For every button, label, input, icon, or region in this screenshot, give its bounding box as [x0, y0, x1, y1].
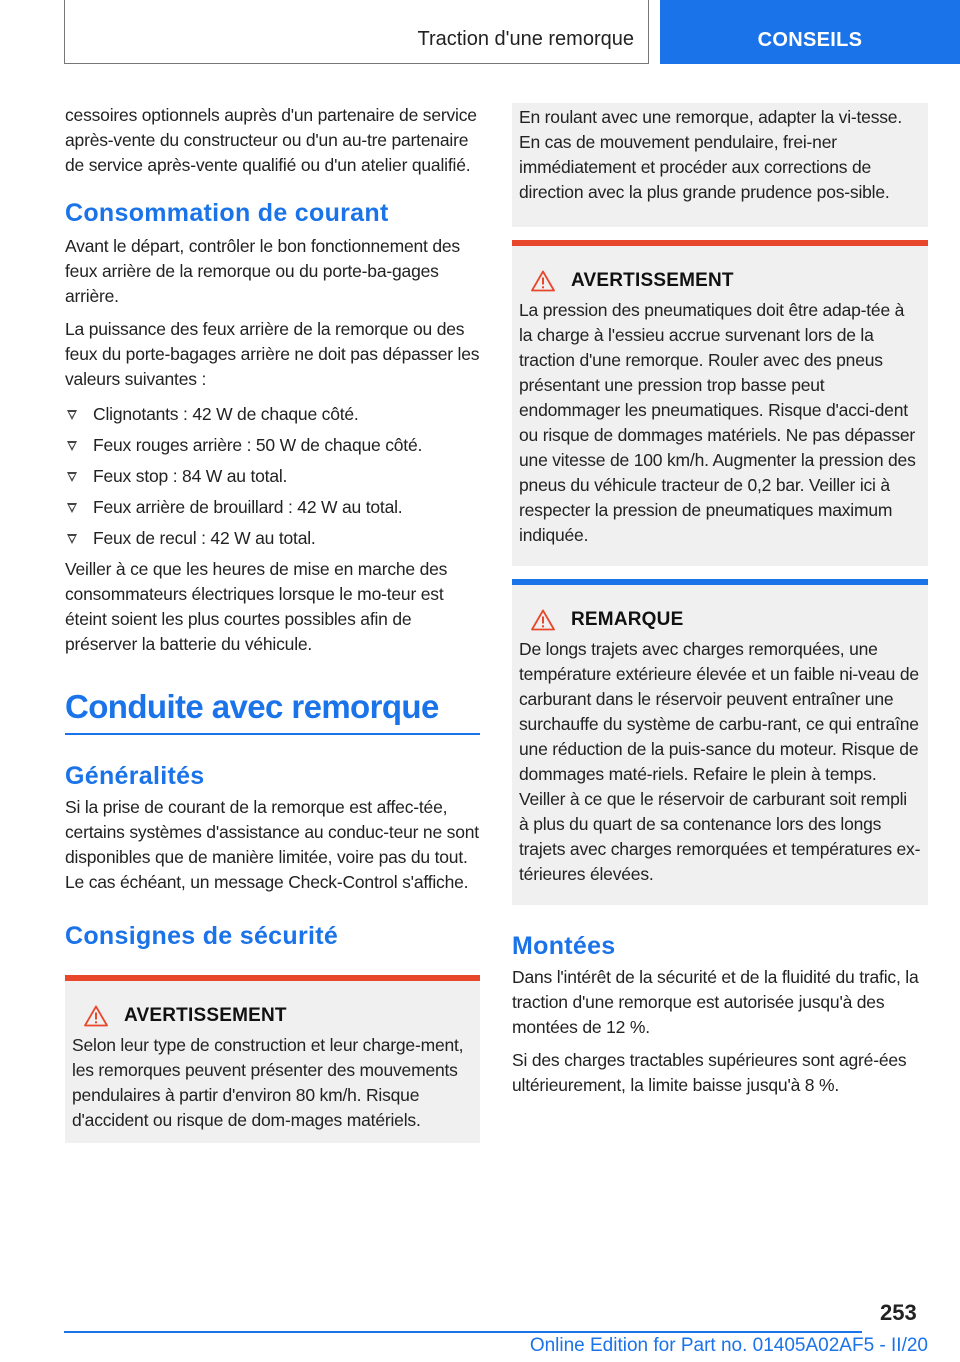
header-section-tab [64, 0, 649, 64]
heading-montees: Montées [512, 932, 616, 960]
warning-triangle-icon [531, 270, 555, 292]
list-item: Feux arrière de brouillard : 42 W au total. [65, 495, 480, 520]
triangle-bullet-icon [67, 472, 77, 482]
heading-generalites: Généralités [65, 761, 205, 790]
warning-box-continued [512, 103, 928, 227]
warning-box-title: AVERTISSEMENT [519, 270, 921, 292]
footer-edition-text: Online Edition for Part no. 01405A02AF5 - II/20 [529, 1335, 928, 1356]
note-box-text: De longs trajets avec charges remorquées, une température extérieure élevée et un faible ni-veau de carburant dans le réservoir peuvent entraîner une surchauffe du système de carbu-rant, ce qui entraîne une réduction de la puis-sance du moteur. Risque de dommages maté-riels. Refaire le plein à temps. Veiller à ce que le réservoir de carburant soit rempli à plus du quart de sa contenance lors des longs trajets avec charges remorquées et températures ex-térieures élevées. [519, 639, 921, 884]
page-number: 253 [880, 1300, 917, 1325]
warning-triangle-icon [84, 1005, 108, 1027]
warning-box-title: AVERTISSEMENT [72, 1005, 473, 1027]
intro-paragraph: cessoires optionnels auprès d'un partenaire de service après-vente du constructeur ou d'un au-tre partenaire de service après-vente qualifié ou d'un atelier qualifié. [65, 105, 477, 175]
header-chapter-label: CONSEILS [757, 29, 863, 51]
triangle-bullet-icon [67, 441, 77, 451]
heading-consommation-courant: Consommation de courant [65, 199, 389, 227]
warning-triangle-icon [531, 609, 555, 631]
heading-conduite-avec-remorque: Conduite avec remorque [65, 688, 439, 725]
left-column [65, 103, 480, 1143]
triangle-bullet-icon [67, 534, 77, 544]
warning-box-left [65, 975, 480, 1143]
warning-box-tyre-pressure [512, 240, 928, 566]
montees-paragraph-2: Si des charges tractables supérieures sont agré-ées ultérieurement, la limite baisse jusqu'à 8 %. [512, 1050, 907, 1095]
generalites-paragraph: Si la prise de courant de la remorque est affec-tée, certains systèmes d'assistance au conduc-teur ne sont disponibles que de manière limitée, voire pas du tout. Le cas échéant, un message Check-Control s'affiche. [65, 796, 479, 892]
courant-paragraph-2: La puissance des feux arrière de la remorque ou des feux du porte-bagages arrière ne doit pas dépasser les valeurs suivantes : [65, 319, 480, 389]
right-column [512, 103, 928, 1106]
list-item: Feux de recul : 42 W au total. [65, 526, 480, 551]
list-item: Clignotants : 42 W de chaque côté. [65, 402, 480, 427]
header-section-title: Traction d'une remorque [417, 28, 634, 50]
warning-box-text: La pression des pneumatiques doit être adap-tée à la charge à l'essieu accrue survenant lors de la traction d'une remorque. Rouler avec des pneus présentant une pression trop basse peut endommager les pneumatiques. Risque d'acci-dent ou risque de dommages matériels. Ne pas dépasser une vitesse de 100 km/h. Augmenter la pression des pneus du véhicule tracteur de 0,2 bar. Veiller ici à respecter la pression de pneumatiques maximum indiquée. [519, 300, 916, 545]
heading-divider [65, 733, 480, 735]
courant-paragraph-1: Avant le départ, contrôler le bon fonctionnement des feux arrière de la remorque ou du porte-ba-gages arrière. [65, 236, 460, 306]
footer-divider [64, 1331, 862, 1333]
list-item: Feux rouges arrière : 50 W de chaque côté. [65, 433, 480, 458]
courant-paragraph-3: Veiller à ce que les heures de mise en marche des consommateurs électriques lorsque le mo-teur est éteint soient les plus courtes possibles afin de préserver la batterie du véhicule. [65, 559, 448, 654]
montees-paragraph-1: Dans l'intérêt de la sécurité et de la fluidité du trafic, la traction d'une remorque est autorisée jusqu'à des montées de 12 %. [512, 967, 919, 1037]
heading-consignes-securite: Consignes de sécurité [65, 921, 339, 950]
note-box-title: REMARQUE [519, 609, 921, 631]
note-box-fuel [512, 579, 928, 905]
list-item: Feux stop : 84 W au total. [65, 464, 480, 489]
warning-box-text: Selon leur type de construction et leur charge-ment, les remorques peuvent présenter des mouvements pendulaires à partir d'environ 80 km/h. Risque d'accident ou risque de dom-mages matériels. [72, 1034, 464, 1130]
triangle-bullet-icon [67, 410, 77, 420]
warning-box-continued-text: En roulant avec une remorque, adapter la vi-tesse. En cas de mouvement pendulaire, frei-ner immédiatement et procéder aux corrections de direction avec la plus grande prudence pos-sible. [519, 107, 902, 202]
header-chapter-tab[interactable] [660, 0, 960, 64]
triangle-bullet-icon [67, 503, 77, 513]
power-limits-list [65, 402, 480, 551]
